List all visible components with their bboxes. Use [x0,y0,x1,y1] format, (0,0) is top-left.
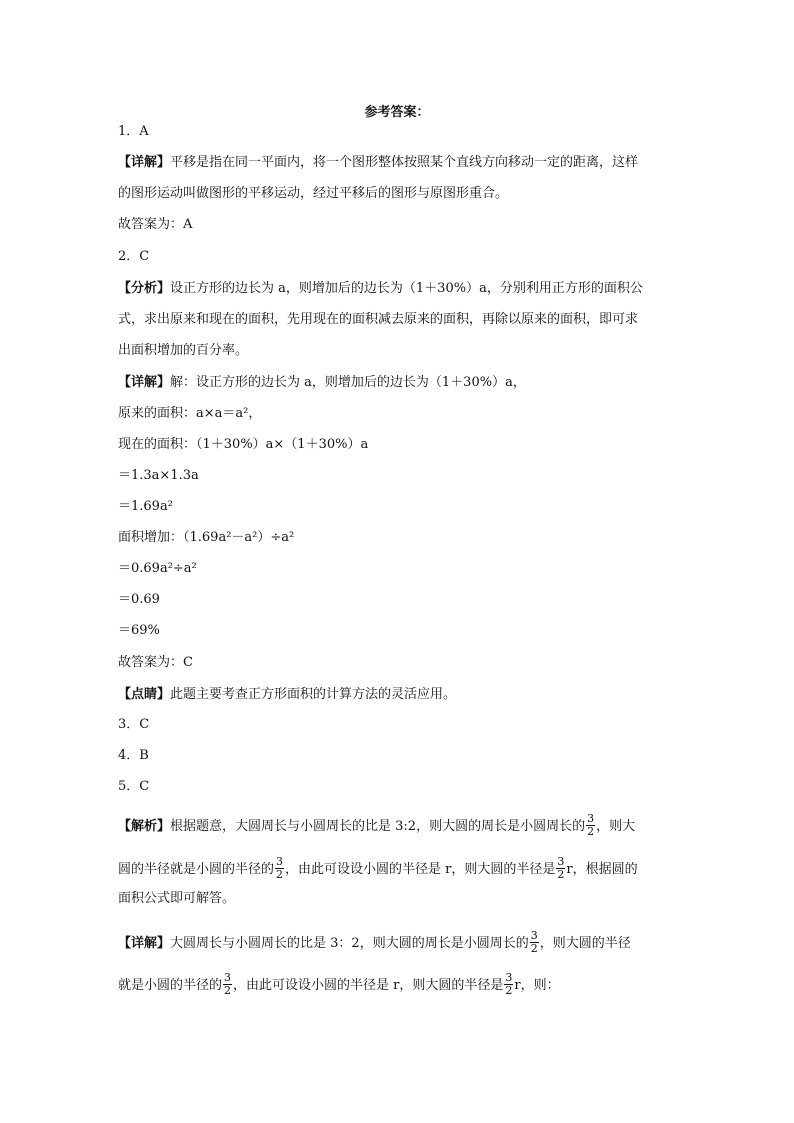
text: ，由此可设设小圆的半径是 r，则大圆的半径是 [285,862,556,877]
fraction [223,972,232,997]
detail-tag: 【详解】 [118,155,171,170]
q1-detail-line-1 [118,154,638,172]
fraction [556,856,565,881]
analysis-tag: 【解析】 [118,819,171,834]
answer-1: 1．A [118,124,149,139]
text: ，由此可设设小圆的半径是 r，则大圆的半径是 [233,978,504,993]
numerator: 3 [557,855,565,868]
q2-detail-line-3: 现在的面积：（1＋30%）a×（1＋30%）a [118,437,369,452]
fraction [530,930,539,955]
q2-answer: 故答案为：C [118,655,193,670]
text: r，根据圆的 [566,862,638,877]
q2-analysis-line-2: 式，求出原来和现在的面积，先用现在的面积减去原来的面积，再除以原来的面积，即可求 [118,312,639,327]
numerator: 3 [505,971,513,984]
text: 大圆周长与小圆周长的比是 3：2，则大圆的周长是小圆周长的 [170,936,529,951]
text: 解：设正方形的边长为 a，则增加后的边长为（1＋30%）a， [170,375,526,390]
text: ，则大 [596,819,636,834]
answer-3: 3．C [118,717,150,732]
text: r，则： [514,978,560,993]
denominator: 2 [276,868,284,881]
text: 设正方形的边长为 a，则增加后的边长为（1＋30%）a，分别利用正方形的面积公 [170,281,643,296]
numerator: 3 [587,812,595,825]
q5-analysis-line-3: 面积公式即可解答。 [118,891,236,906]
denominator: 2 [587,825,595,838]
text: 圆的半径就是小圆的半径的 [118,862,275,877]
q5-detail-line-2 [118,973,560,998]
numerator: 3 [530,929,538,942]
denominator: 2 [557,868,565,881]
q2-detail-line-7: ＝0.69a²÷a² [118,561,197,576]
text: 根据题意，大圆周长与小圆周长的比是 3:2，则大圆的周长是小圆周长的 [170,819,586,834]
q2-detail-line-4: ＝1.3a×1.3a [118,468,199,483]
answer-4: 4．B [118,748,149,763]
numerator: 3 [224,971,232,984]
denominator: 2 [224,984,232,997]
q2-detail-line-8: ＝0.69 [118,592,160,607]
fraction [504,972,513,997]
answer-2: 2．C [118,249,150,264]
q1-detail-line-2: 的图形运动叫做图形的平移运动，经过平移后的图形与原图形重合。 [118,186,509,201]
detail-tag: 【详解】 [118,375,171,390]
answer-5: 5．C [118,779,150,794]
fraction [275,856,284,881]
q2-detail-line-5: ＝1.69a² [118,499,173,514]
q1-answer: 故答案为：A [118,217,193,232]
text: 平移是指在同一平面内，将一个图形整体按照某个直线方向移动一定的距离，这样 [170,155,639,170]
q2-detail-line-9: ＝69% [118,623,160,638]
denominator: 2 [530,942,538,955]
q2-detail-line-2: 原来的面积：a×a＝a²， [118,406,262,421]
q5-analysis-line-1 [118,814,635,839]
detail-tag: 【详解】 [118,936,171,951]
text: 就是小圆的半径的 [118,978,223,993]
text: 此题主要考查正方形面积的计算方法的灵活应用。 [170,687,457,702]
q2-comment [118,686,456,704]
q2-analysis-line-3: 出面积增加的百分率。 [118,343,249,358]
q2-analysis-line-1 [118,280,643,298]
numerator: 3 [276,855,284,868]
q5-analysis-line-2 [118,857,638,882]
comment-tag: 【点睛】 [118,687,171,702]
q2-detail-line-1 [118,374,526,392]
q2-detail-line-6: 面积增加：（1.69a²－a²）÷a² [118,530,295,545]
page-title: 参考答案： [364,105,430,120]
denominator: 2 [505,984,513,997]
analysis-tag: 【分析】 [118,281,171,296]
text: ，则大圆的半径 [539,936,631,951]
fraction [586,813,595,838]
q5-detail-line-1 [118,931,631,956]
